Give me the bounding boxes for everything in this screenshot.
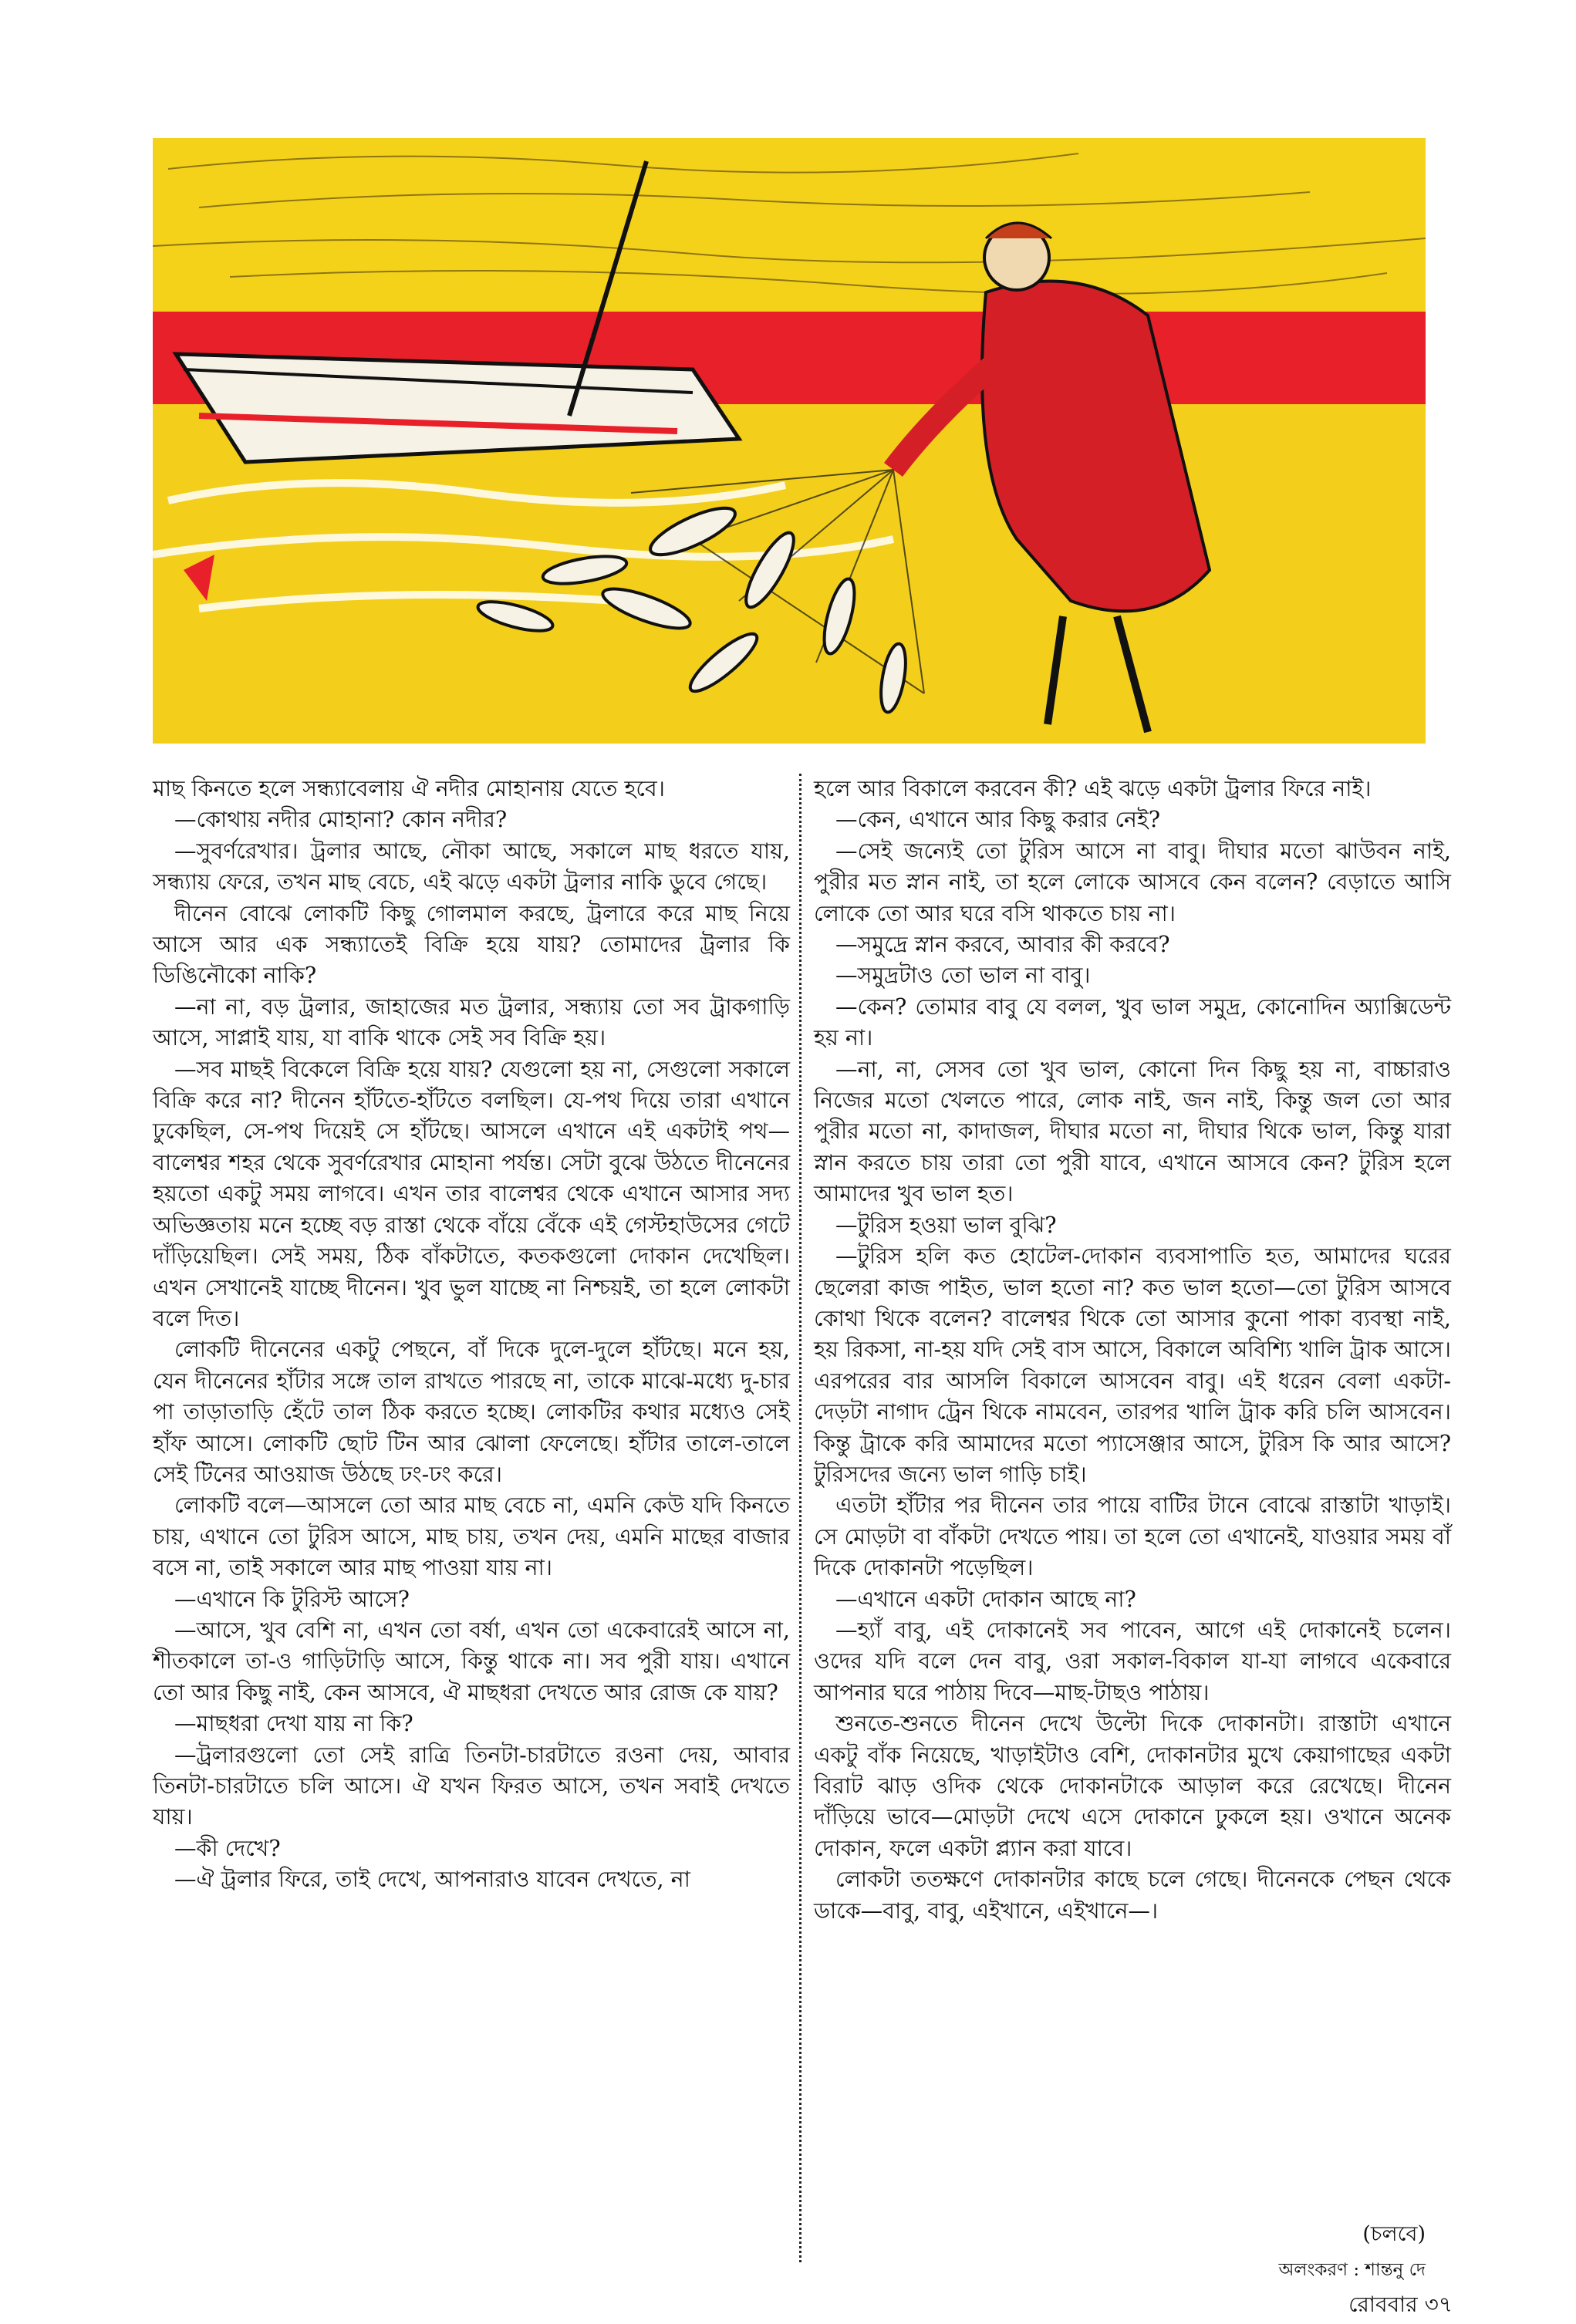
column-divider xyxy=(799,774,801,2262)
paragraph: —কী দেখে? xyxy=(174,1835,281,1861)
paragraph: —সেই জন্যেই তো টুরিস আসে না বাবু। দীঘার মতো ঝাউবন নাই, পুরীর মত স্নান নাই, তা হলে লোকে আসবে কেন বলেন? বেড়াতে আসি লোকে তো আর ঘরে বসি থাকতে চায় না। xyxy=(814,838,1451,926)
page-folio: রোববার ৩৭ xyxy=(1348,2292,1453,2317)
paragraph: —সব মাছই বিকেলে বিক্রি হয়ে যায়? যেগুলো হয় না, সেগুলো সকালে বিক্রি করে না? দীনেন হাঁটতে-হাঁটতে বলছিল। যে-পথ দিয়ে তারা এখানে ঢুকেছিল, সে-পথ দিয়েই সে হাঁটছে। আসলে এখানে এই একটাই পথ—বালেশ্বর শহর থেকে সুবর্ণরেখার মোহানা পর্যন্ত। সেটা বুঝে উঠতে দীনেনের হয়তো একটু সময় লাগবে। এখন তার বালেশ্বর থেকে এখানে আসার সদ্য অভিজ্ঞতায় মনে হচ্ছে বড় রাস্তা থেকে বাঁয়ে বেঁকে এই গেস্টহাউসের গেটে দাঁড়িয়েছিল। সেই সময়, ঠিক বাঁকটাতে, কতকগুলো দোকান দেখেছিল। এখন সেখানেই যাচ্ছে দীনেন। খুব ভুল যাচ্ছে না নিশ্চয়ই, তা হলে লোকটা বলে দিত। xyxy=(153,1056,790,1331)
paragraph: —টুরিস হওয়া ভাল বুঝি? xyxy=(835,1212,1057,1238)
paragraph: —সুবর্ণরেখার। ট্রলার আছে, নৌকা আছে, সকালে মাছ ধরতে যায়, সন্ধ্যায় ফেরে, তখন মাছ বেচে, এই ঝড়ে একটা ট্রলার নাকি ডুবে গেছে। xyxy=(153,838,790,896)
paragraph: —ঐ ট্রলার ফিরে, তাই দেখে, আপনারাও যাবেন দেখতে, না xyxy=(174,1867,690,1893)
paragraph: —সমুদ্রে স্নান করবে, আবার কী করবে? xyxy=(835,932,1170,958)
paragraph: এতটা হাঁটার পর দীনেন তার পায়ে বাটির টানে বোঝে রাস্তাটা খাড়াই। সে মোড়টা বা বাঁকটা দেখতে পায়। তা হলে তো এখানেই, যাওয়ার সময় বাঁ দিকে দোকানটা পড়েছিল। xyxy=(814,1493,1451,1581)
paragraph: —না, না, সেসব তো খুব ভাল, কোনো দিন কিছু হয় না, বাচ্চারাও নিজের মতো খেলতে পারে, লোক নাই, জন নাই, কিন্তু জল তো আর পুরীর মতো না, কাদাজল, দীঘার মতো না, দীঘার থিকে ভাল, কিন্তু যারা স্নান করতে চায় তারা তো পুরী যাবে, এখানে আসবে কেন? টুরিস হলে আমাদের খুব ভাল হত। xyxy=(814,1056,1451,1207)
paragraph: —আসে, খুব বেশি না, এখন তো বর্ষা, এখন তো একেবারেই আসে না, শীতকালে তা-ও গাড়িটাড়ি আসে, কিন্তু থাকে না। সব পুরী যায়। এখানে তো আর কিছু নাই, কেন আসবে, ঐ মাছধরা দেখতে আর রোজ কে যায়? xyxy=(153,1617,790,1705)
paragraph: —মাছধরা দেখা যায় না কি? xyxy=(174,1711,413,1737)
paragraph: হলে আর বিকালে করবেন কী? এই ঝড়ে একটা ট্রলার ফিরে নাই। xyxy=(814,776,1372,801)
paragraph: লোকটি দীনেনের একটু পেছনে, বাঁ দিকে দুলে-দুলে হাঁটছে। মনে হয়, যেন দীনেনের হাঁটার সঙ্গে তাল রাখতে পারছে না, তাকে মাঝে-মধ্যে দু-চার পা তাড়াতাড়ি হেঁটে তাল ঠিক করতে হচ্ছে। লোকটির কথার মধ্যেও সেই হাঁফ আসে। লোকটি ছোট টিন আর ঝোলা ফেলেছে। হাঁটার তালে-তালে সেই টিনের আওয়াজ উঠছে ঢং-ঢং করে। xyxy=(153,1337,790,1487)
paragraph: —না না, বড় ট্রলার, জাহাজের মত ট্রলার, সন্ধ্যায় তো সব ট্রাকগাড়ি আসে, সাপ্লাই যায়, যা বাকি থাকে সেই সব বিক্রি হয়। xyxy=(153,993,790,1051)
illustration-credit: অলংকরণ : শান্তনু দে xyxy=(1278,2260,1426,2280)
story-illustration xyxy=(153,138,1426,744)
article-column-right xyxy=(814,774,1451,1927)
paragraph: —কেন, এখানে আর কিছু করার নেই? xyxy=(835,807,1161,833)
paragraph: —হ্যাঁ বাবু, এই দোকানেই সব পাবেন, আগে এই দোকানেই চলেন। ওদের যদি বলে দেন বাবু, ওরা সকাল-বিকাল যা-যা লাগবে একেবারে আপনার ঘরে পাঠায় দিবে—মাছ-টাছও পাঠায়। xyxy=(814,1617,1451,1705)
fisherman-with-net-illustration xyxy=(153,138,1426,744)
paragraph: দীনেন বোঝে লোকটি কিছু গোলমাল করছে, ট্রলারে করে মাছ নিয়ে আসে আর এক সন্ধ্যাতেই বিক্রি হয়ে যায়? তোমাদের ট্রলার কি ডিঙিনৌকো নাকি? xyxy=(153,900,790,989)
paragraph: —সমুদ্রটাও তো ভাল না বাবু। xyxy=(835,963,1091,989)
paragraph: —এখানে একটা দোকান আছে না? xyxy=(835,1586,1136,1612)
paragraph: মাছ কিনতে হলে সন্ধ্যাবেলায় ঐ নদীর মোহানায় যেতে হবে। xyxy=(153,776,665,801)
paragraph: —ট্রলারগুলো তো সেই রাত্রি তিনটা-চারটাতে রওনা দেয়, আবার তিনটা-চারটাতে চলি আসে। ঐ যখন ফিরত আসে, তখন সবাই দেখতে যায়। xyxy=(153,1742,790,1830)
paragraph: —কোথায় নদীর মোহানা? কোন নদীর? xyxy=(174,807,508,833)
paragraph: —কেন? তোমার বাবু যে বলল, খুব ভাল সমুদ্র, কোনোদিন অ্যাক্সিডেন্ট হয় না। xyxy=(814,993,1451,1051)
paragraph: —টুরিস হলি কত হোটেল-দোকান ব্যবসাপাতি হত, আমাদের ঘরের ছেলেরা কাজ পাইত, ভাল হতো না? কত ভাল হতো—তো টুরিস আসবে কোথা থিকে বলেন? বালেশ্বর থিকে তো আসার কুনো পাকা ব্যবস্থা নাই, হয় রিকসা, না-হয় যদি সেই বাস আসে, বিকালে অবিশ্যি খালি ট্রাক আসে। এরপরের বার আসলি বিকালে আসবেন বাবু। এই ধরেন বেলা একটা-দেড়টা নাগাদ ট্রেন থিকে নামবেন, তারপর খালি ট্রাক করি চলি আসবেন। কিন্তু ট্রাকে করি আমাদের মতো প্যাসেঞ্জার আসে, টুরিস কি আর আসে? টুরিসদের জন্যে ভাল গাড়ি চাই। xyxy=(814,1243,1451,1487)
paragraph: লোকটি বলে—আসলে তো আর মাছ বেচে না, এমনি কেউ যদি কিনতে চায়, এখানে তো টুরিস আসে, মাছ চায়, তখন দেয়, এমনি মাছের বাজার বসে না, তাই সকালে আর মাছ পাওয়া যায় না। xyxy=(153,1493,790,1581)
paragraph: লোকটা ততক্ষণে দোকানটার কাছে চলে গেছে। দীনেনকে পেছন থেকে ডাকে—বাবু, বাবু, এইখানে, এইখানে—। xyxy=(814,1867,1451,1924)
paragraph: শুনতে-শুনতে দীনেন দেখে উল্টো দিকে দোকানটা। রাস্তাটা এখানে একটু বাঁক নিয়েছে, খাড়াইটাও বেশি, দোকানটার মুখে কেয়াগাছের একটা বিরাট ঝাড় ওদিক থেকে দোকানটাকে আড়াল করে রেখেছে। দীনেন দাঁড়িয়ে ভাবে—মোড়টা দেখে এসে দোকানে ঢুকলে হয়। ওখানে অনেক দোকান, ফলে একটা প্ল্যান করা যাবে। xyxy=(814,1711,1451,1861)
continued-label: (চলবে) xyxy=(1362,2222,1426,2246)
article-column-left xyxy=(153,774,790,1896)
paragraph: —এখানে কি টুরিস্ট আসে? xyxy=(174,1586,410,1612)
